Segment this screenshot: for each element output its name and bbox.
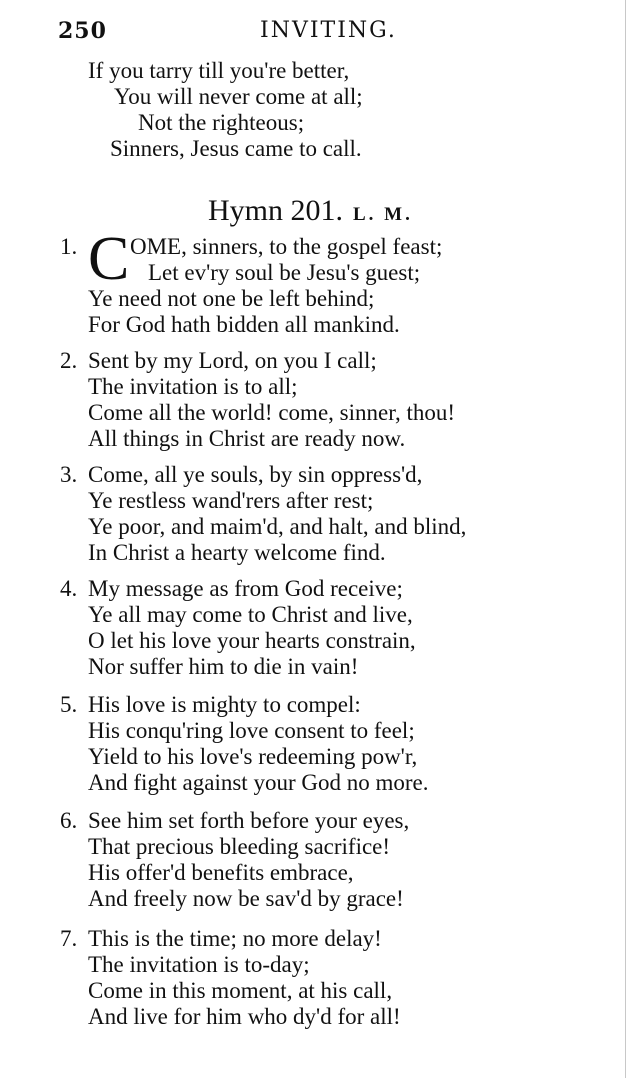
verse-line: Come, all ye souls, by sin oppress'd, xyxy=(88,462,423,487)
verse-line: In Christ a hearty welcome find. xyxy=(88,540,386,565)
continuation-line: Sinners, Jesus came to call. xyxy=(110,136,362,161)
verse-number: 4. xyxy=(60,576,78,601)
verse-line: The invitation is to all; xyxy=(88,374,298,399)
verse-line: Ye need not one be left behind; xyxy=(88,286,375,311)
verse-line: For God hath bidden all mankind. xyxy=(88,312,400,337)
hymn-meter: L. M. xyxy=(353,204,413,225)
verse-line: Ye restless wand'rers after rest; xyxy=(88,488,374,513)
verse-line: And fight against your God no more. xyxy=(88,770,429,795)
verse-line: Sent by my Lord, on you I call; xyxy=(88,348,377,373)
verse-line: Come in this moment, at his call, xyxy=(88,978,393,1003)
verse-number: 5. xyxy=(60,692,78,717)
verse-line: And live for him who dy'd for all! xyxy=(88,1004,401,1029)
verse-line: His offer'd benefits embrace, xyxy=(88,860,354,885)
verse-line: His conqu'ring love consent to feel; xyxy=(88,718,415,743)
page-number: 250 xyxy=(58,18,107,44)
verse-line: OME, sinners, to the gospel feast; xyxy=(130,234,443,259)
verse-line: The invitation is to-day; xyxy=(88,952,310,977)
verse-line: And freely now be sav'd by grace! xyxy=(88,886,404,911)
verse-line: Yield to his love's redeeming pow'r, xyxy=(88,744,418,769)
hymn-title: Hymn 201. xyxy=(208,194,343,227)
verse-line: My message as from God receive; xyxy=(88,576,403,601)
running-head: INVITING. xyxy=(260,18,397,43)
verse-number: 2. xyxy=(60,348,78,373)
continuation-line: If you tarry till you're better, xyxy=(88,58,350,83)
verse-line: Come all the world! come, sinner, thou! xyxy=(88,400,455,425)
verse-line: All things in Christ are ready now. xyxy=(88,426,406,451)
verse-number: 1. xyxy=(60,234,78,259)
verse-number: 6. xyxy=(60,808,78,833)
page-header xyxy=(58,18,398,52)
verse-line: O let his love your hearts constrain, xyxy=(88,628,416,653)
verse-line: Nor suffer him to die in vain! xyxy=(88,654,359,679)
verse-line: That precious bleeding sacrifice! xyxy=(88,834,391,859)
verse-line: Ye all may come to Christ and live, xyxy=(88,602,413,627)
verse-line: See him set forth before your eyes, xyxy=(88,808,410,833)
continuation-line: Not the righteous; xyxy=(138,110,305,135)
verse-line: His love is mighty to compel: xyxy=(88,692,361,717)
verse-line: This is the time; no more delay! xyxy=(88,926,382,951)
verse-number: 3. xyxy=(60,462,78,487)
hymn-heading xyxy=(208,194,413,228)
verse-line: Ye poor, and maim'd, and halt, and blind, xyxy=(88,514,467,539)
verse-number: 7. xyxy=(60,926,78,951)
page-edge-rule xyxy=(625,0,626,1078)
verse-line: Let ev'ry soul be Jesu's guest; xyxy=(148,260,421,285)
continuation-line: You will never come at all; xyxy=(114,84,363,109)
drop-cap: C xyxy=(88,225,130,293)
